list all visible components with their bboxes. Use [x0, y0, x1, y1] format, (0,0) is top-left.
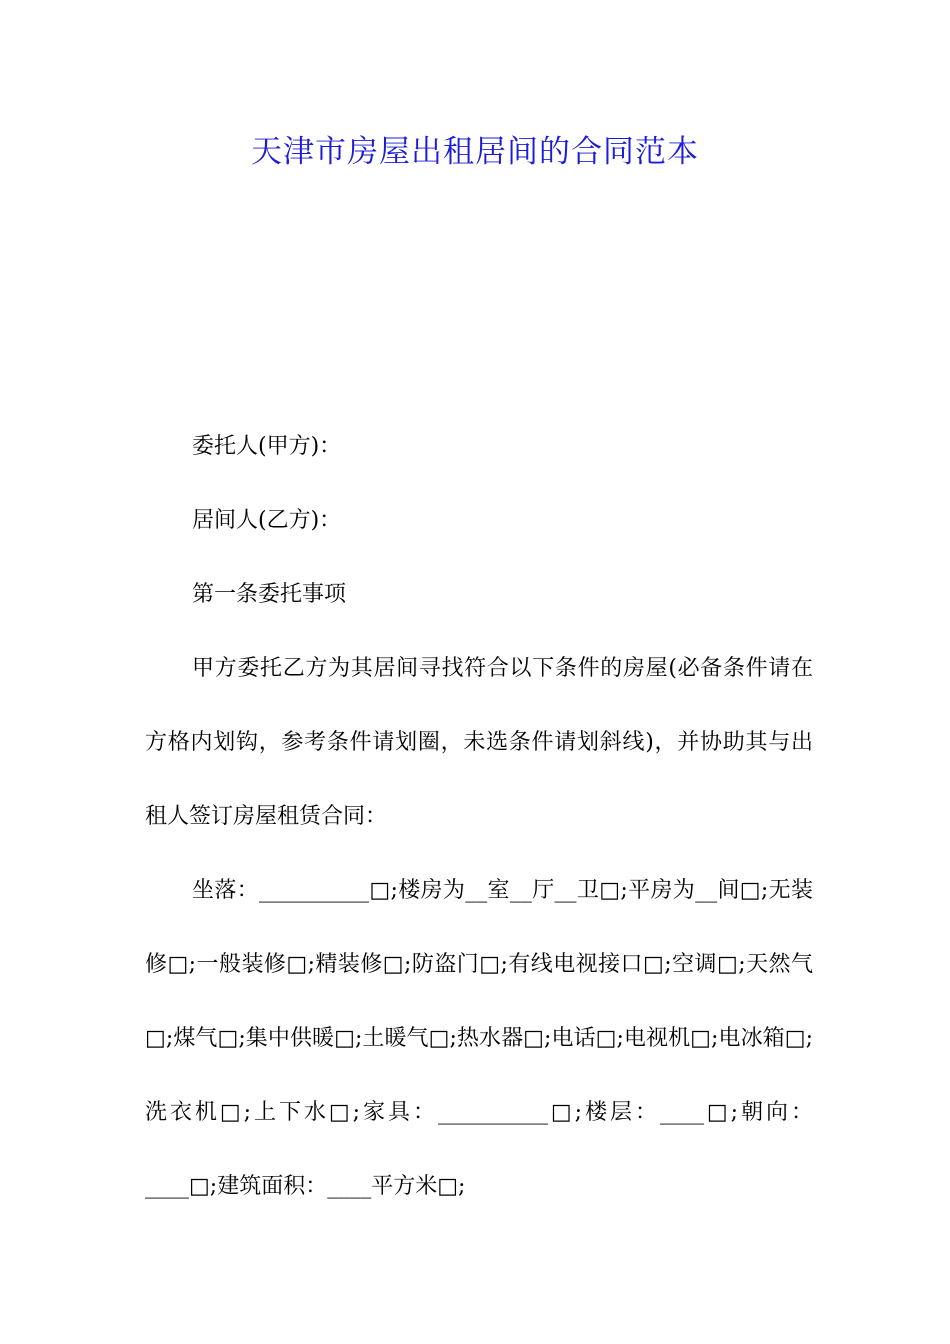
party-b-line: 居间人(乙方)：: [192, 508, 342, 533]
party-a-line: 委托人(甲方)：: [192, 434, 342, 459]
document-body: [145, 410, 813, 1224]
document-title: 天津市房屋出租居间的合同范本: [251, 134, 699, 170]
article-one-heading: 第一条委托事项: [192, 582, 347, 607]
article-one-paragraph: 甲方委托乙方为其居间寻找符合以下条件的房屋(必备条件请在方格内划钩，参考条件请划圈，未选条件请划斜线)，并协助其与出租人签订房屋租赁合同：: [145, 656, 813, 829]
property-conditions-paragraph: 坐落：__________□;楼房为__室__厅__卫□;平房为__间□;无装修□;一般装修□;精装修□;防盗门□;有线电视接口□;空调□;天然气□;煤气□;集中供暖□;土暖气□;热水器□;电话□;电视机□;电冰箱□;洗衣机□;上下水□;家具：__________□;楼层：____□;朝向：____□;建筑面积：____平方米□;: [145, 878, 813, 1199]
